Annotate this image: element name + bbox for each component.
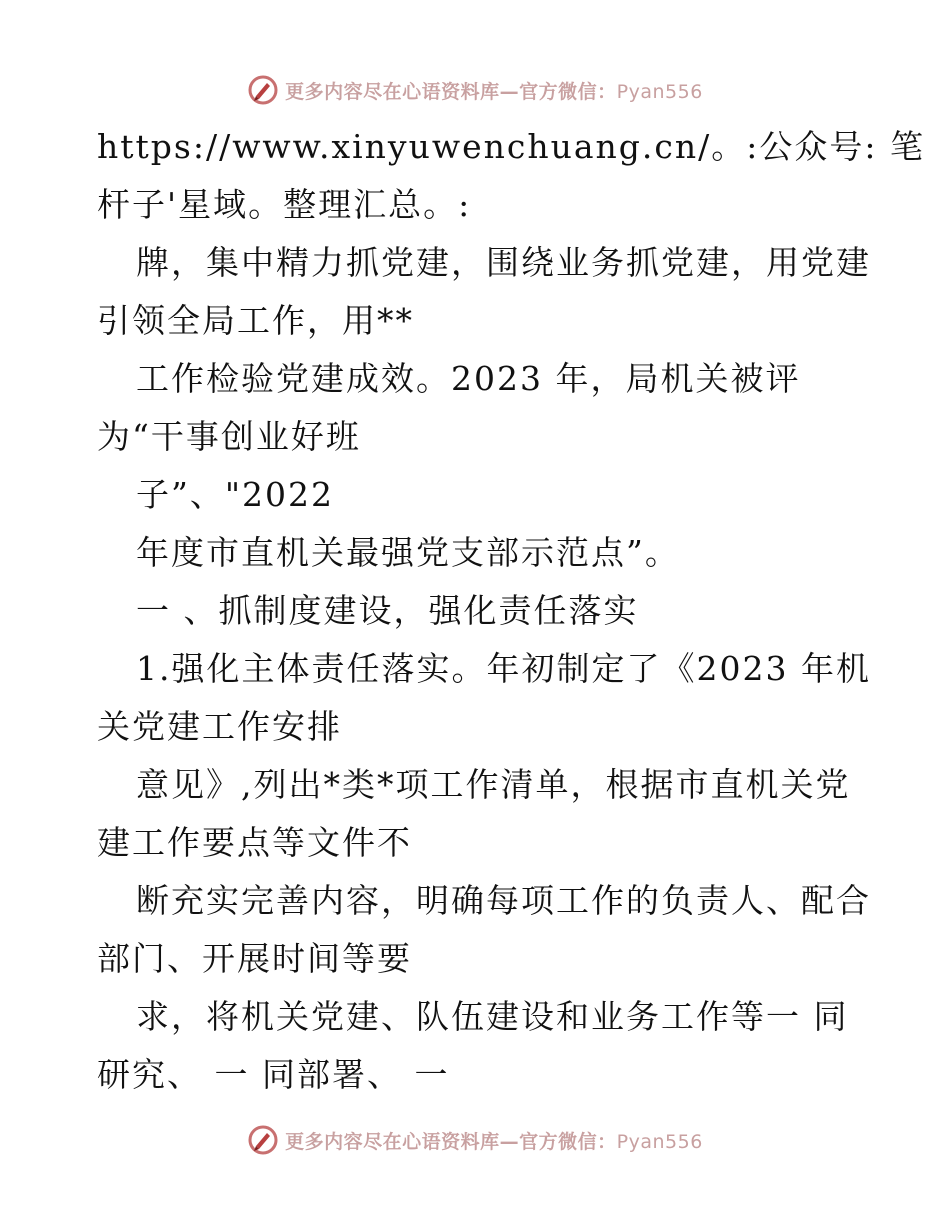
text-line: 断充实完善内容，明确每项工作的负责人、配合 bbox=[136, 881, 871, 920]
text-line: 部门、开展时间等要 bbox=[97, 939, 412, 978]
red-pen-seal-icon bbox=[247, 74, 279, 106]
text-line: 工作检验党建成效。2023 年，局机关被评 bbox=[136, 359, 801, 398]
text-line: 为“干事创业好班 bbox=[97, 417, 361, 456]
header-banner-text: 更多内容尽在心语资料库—官方微信：Pyan556 bbox=[285, 80, 703, 103]
header-wechat-id: Pyan556 bbox=[616, 80, 703, 103]
text-line: 子”、"2022 bbox=[136, 475, 335, 514]
red-pen-seal-icon bbox=[247, 1124, 279, 1156]
text-line: 引领全局工作，用** bbox=[97, 301, 414, 340]
text-line: 牌，集中精力抓党建，围绕业务抓党建，用党建 bbox=[136, 243, 871, 282]
text-line: 求，将机关党建、队伍建设和业务工作等一 同 bbox=[136, 997, 849, 1036]
text-line: 意见》,列出*类*项工作清单，根据市直机关党 bbox=[136, 765, 851, 804]
header-watermark-banner bbox=[0, 70, 950, 110]
text-line: 建工作要点等文件不 bbox=[97, 823, 412, 862]
text-line: 关党建工作安排 bbox=[97, 707, 342, 746]
text-line: 研究、 一 同部署、 一 bbox=[97, 1055, 450, 1094]
footer-banner-text: 更多内容尽在心语资料库—官方微信：Pyan556 bbox=[285, 1130, 703, 1153]
text-line: 年度市直机关最强党支部示范点”。 bbox=[136, 533, 680, 572]
footer-watermark-banner bbox=[0, 1120, 950, 1160]
text-line: https://www.xinyuwenchuang.cn/。:公众号: 笔 bbox=[97, 127, 925, 166]
text-line: 杆子'星域。整理汇总。: bbox=[97, 185, 472, 224]
footer-wechat-id: Pyan556 bbox=[616, 1130, 703, 1153]
text-line: 1.强化主体责任落实。年初制定了《2023 年机 bbox=[136, 649, 871, 688]
section-heading: 一 、抓制度建设，强化责任落实 bbox=[136, 591, 639, 630]
